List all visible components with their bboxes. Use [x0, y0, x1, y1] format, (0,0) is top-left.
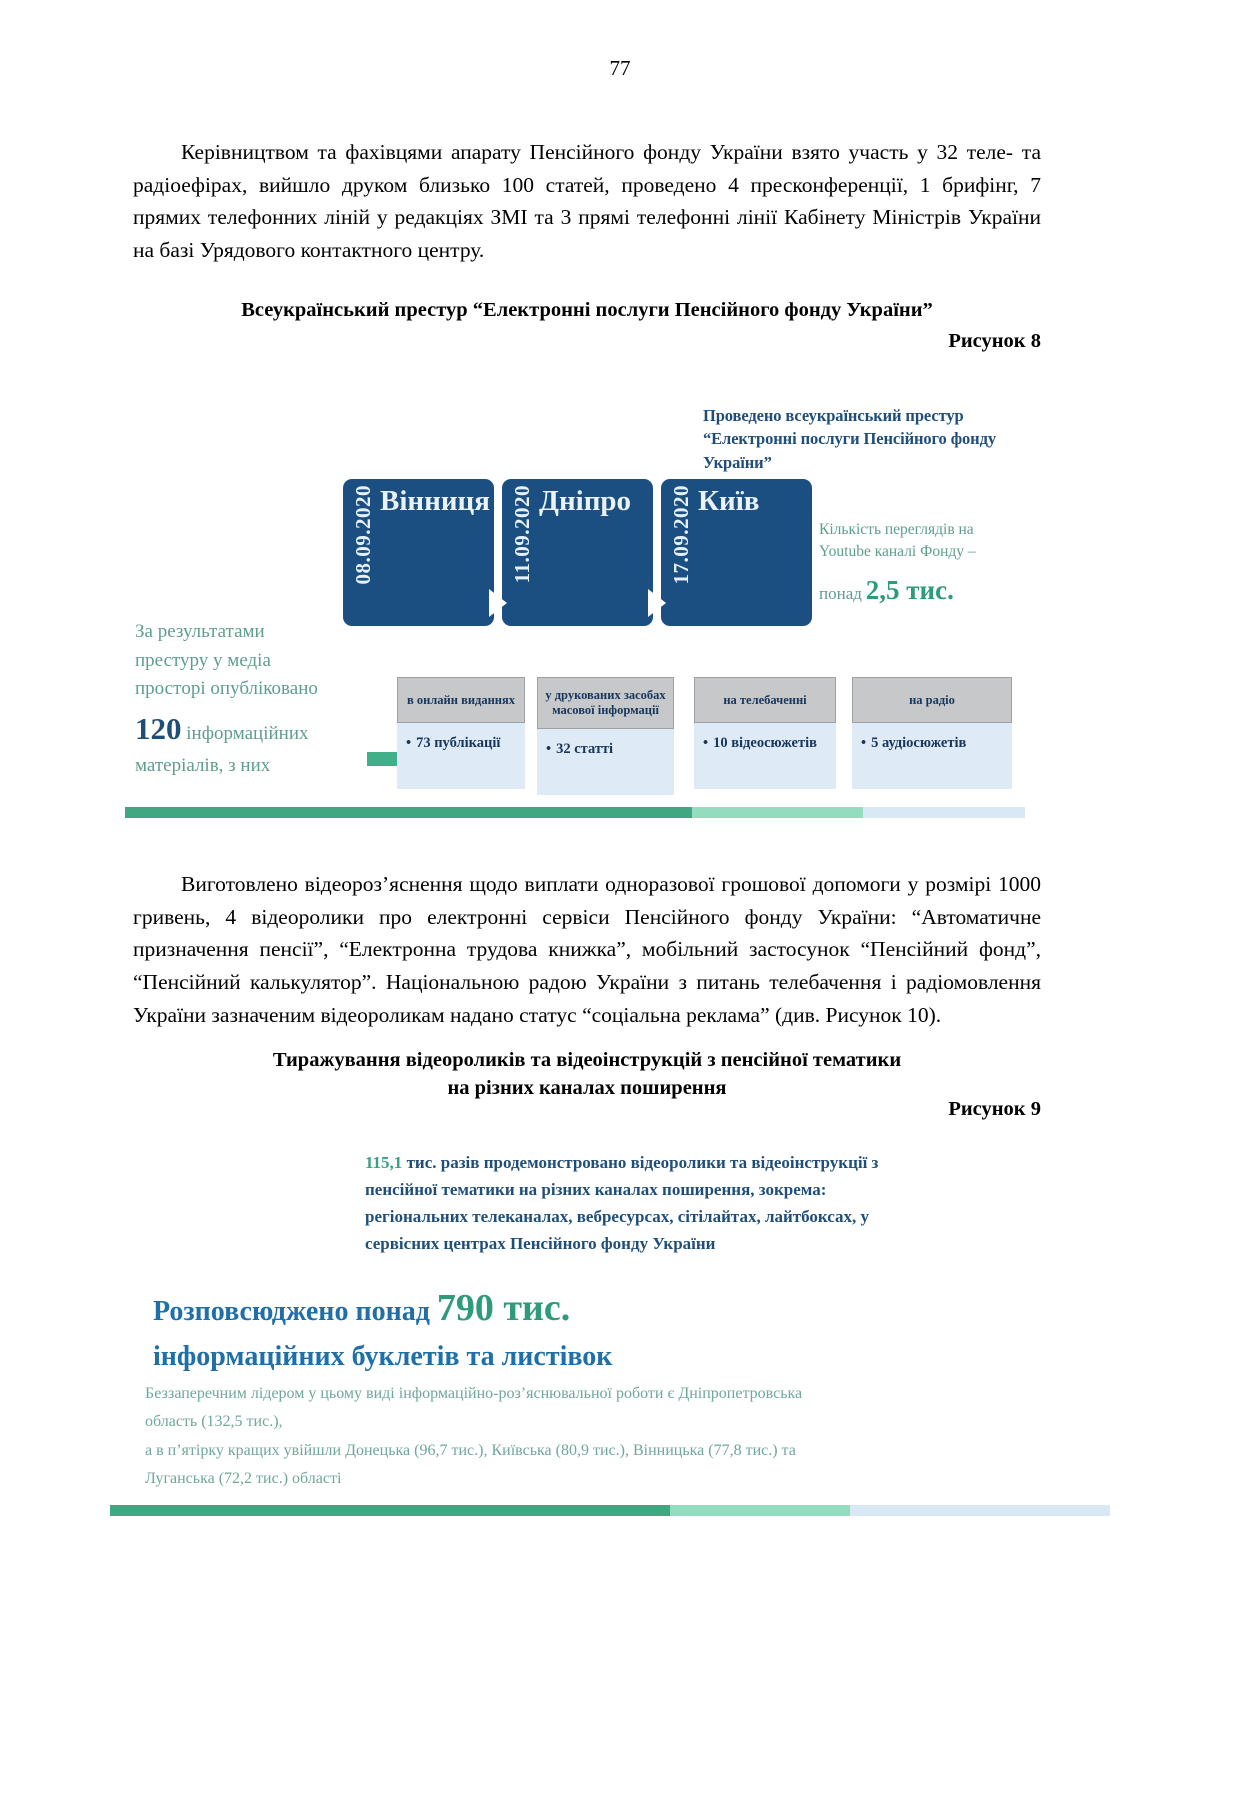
figure9-caption: Рисунок 9 — [948, 1098, 1041, 1120]
figure9-bottom-line1: Беззаперечним лідером у цьому виді інформаційно-роз’яснювальної роботи є Дніпропетровська — [145, 1385, 803, 1402]
figure9-top-text-1: тис. разів продемонстровано відеоролики та відеоінструкції з — [406, 1153, 879, 1172]
youtube-note-line2: Youtube каналі Фонду – — [819, 543, 976, 561]
figure8-caption: Рисунок 8 — [948, 330, 1041, 352]
card-online-publications — [397, 677, 525, 789]
timeline-date-3: 17.09.2020 — [669, 485, 693, 585]
figure9-infographic — [125, 1135, 1135, 1555]
figure9-heading-line1: Тиражування відеороликів та відеоінструкцій з пенсійної тематики — [272, 1049, 902, 1071]
card-value-4: 5 аудіосюжетів — [871, 735, 967, 751]
figure9-top-text-4: сервісних центрах Пенсійного фонду України — [365, 1233, 716, 1253]
timeline-box-dnipro — [502, 479, 653, 626]
timeline-box-kyiv — [661, 479, 812, 626]
figure8-infographic — [125, 382, 1025, 832]
youtube-note-line1: Кількість переглядів на — [819, 521, 974, 538]
page-number: 77 — [609, 56, 631, 80]
bullet-icon-1: • — [406, 735, 412, 751]
footer-bar-segment-1 — [125, 807, 692, 818]
bullet-icon-3: • — [703, 735, 709, 751]
figure8-footer-bar — [125, 807, 1025, 818]
card-body-2 — [537, 729, 674, 795]
media-note-after-number: інформаційних — [186, 722, 309, 744]
media-note-line5: матеріалів, з них — [135, 755, 271, 776]
youtube-note-value: 2,5 тис. — [865, 574, 954, 605]
figure9-top-text-2: пенсійної тематики на різних каналах поширення, зокрема: — [365, 1179, 827, 1199]
figure9-mid-prefix: Розповсюджено понад — [153, 1296, 430, 1327]
footer-bar-segment-2 — [692, 807, 863, 818]
paragraph-1: Керівництвом та фахівцями апарату Пенсійного фонду України взято участь у 32 теле- та радіоефірах, вийшло друком близько 100 статей, проведено 4 пресконференції, 1 брифінг, 7 прямих телефонних ліній у редакціях ЗМІ та 3 прямі телефонні лінії Кабінету Міністрів України на базі Урядового контактного центру. — [133, 140, 1041, 263]
figure9-mid-value: 790 тис. — [436, 1287, 571, 1329]
timeline-date-2: 11.09.2020 — [510, 485, 534, 584]
timeline-box-vinnytsia — [343, 479, 494, 626]
figure8-heading: Всеукраїнський престур “Електронні послуги Пенсійного фонду України” — [241, 299, 933, 321]
figure9-bottom-line3: а в п’ятірку кращих увійшли Донецька (96,7 тис.), Київська (80,9 тис.), Вінницька (77,8 тис.) та — [145, 1441, 796, 1459]
figure9-top-text — [365, 1150, 1065, 1257]
card-television — [694, 677, 836, 789]
youtube-note-prefix: понад — [819, 583, 862, 603]
footer-bar-segment-3 — [863, 807, 1025, 818]
paragraph-block-2 — [133, 868, 1041, 1031]
bullet-icon-2: • — [546, 741, 552, 757]
figure9-bottom-line2: область (132,5 тис.), — [145, 1413, 283, 1431]
figure9-bar-segment-3 — [850, 1505, 1110, 1516]
card-value-2: 32 статті — [556, 741, 614, 757]
figure9-top-line1 — [365, 1150, 1065, 1177]
card-head-4: на радіо — [852, 677, 1012, 723]
card-radio — [852, 677, 1012, 789]
card-body-3 — [694, 723, 836, 789]
card-print-media — [537, 677, 674, 795]
card-head-2: у друкованих засобах масової інформації — [537, 677, 674, 729]
media-note-line3: простopі опубліковано — [135, 678, 318, 699]
media-note-line1: За результатами — [135, 621, 265, 642]
figure9-top-text-3: регіональних телеканалах, вебресурсах, сітілайтах, лайтбоксах, у — [365, 1206, 870, 1226]
bullet-icon-4: • — [861, 735, 867, 751]
timeline-city-1: Вінниця — [380, 485, 490, 517]
figure9-mid-suffix: інформаційних буклетів та листівок — [153, 1341, 613, 1373]
figure9-mid-line1 — [153, 1280, 953, 1336]
timeline-city-3: Київ — [698, 485, 760, 517]
figure9-mid-text — [153, 1280, 953, 1378]
figure9-heading-line2: на різних каналах поширення — [447, 1076, 727, 1099]
arrow-right-icon-2 — [648, 589, 666, 617]
timeline-city-2: Дніпро — [539, 485, 632, 517]
figure9-heading — [133, 1047, 1041, 1102]
card-body-1 — [397, 723, 525, 789]
figure9-footer-bar — [110, 1505, 1110, 1516]
figure9-bottom-text — [145, 1380, 945, 1494]
figure9-top-value: 115,1 — [365, 1153, 403, 1172]
card-value-1: 73 публікації — [416, 735, 501, 751]
paragraph-block-1 — [133, 136, 1041, 267]
figure9-bar-segment-2 — [670, 1505, 850, 1516]
media-note-line2: престуру у медіа — [135, 649, 271, 671]
youtube-views-note — [819, 519, 1029, 610]
card-body-4 — [852, 723, 1012, 789]
paragraph-2: Виготовлено відеороз’яснення щодо виплати одноразової грошової допомоги у розмірі 1000 гривень, 4 відеоролики про електронні сервіси Пенсійного фонду України: “Автоматичне призначення пенсії”, “Електронна трудова книжка”, мобільний застосунок “Пенсійний фонд”, “Пенсійний калькулятор”. Національною радою України з питань телебачення і радіомовлення України зазначеним відеороликам надано статус “соціальна реклама” (див. Рисунок 10). — [133, 872, 1041, 1027]
card-head-3: на телебаченні — [694, 677, 836, 723]
figure9-bottom-line4: Луганська (72,2 тис.) області — [145, 1470, 342, 1488]
card-value-3: 10 відеосюжетів — [713, 735, 817, 751]
figure9-bar-segment-1 — [110, 1505, 670, 1516]
media-results-note — [135, 618, 393, 781]
card-head-1: в онлайн виданнях — [397, 677, 525, 723]
figure8-title: Проведено всеукраїнський престур “Електронні послуги Пенсійного фонду України” — [703, 406, 996, 472]
arrow-right-icon-1 — [489, 589, 507, 617]
timeline-date-1: 08.09.2020 — [351, 485, 375, 585]
media-note-number: 120 — [135, 710, 182, 746]
